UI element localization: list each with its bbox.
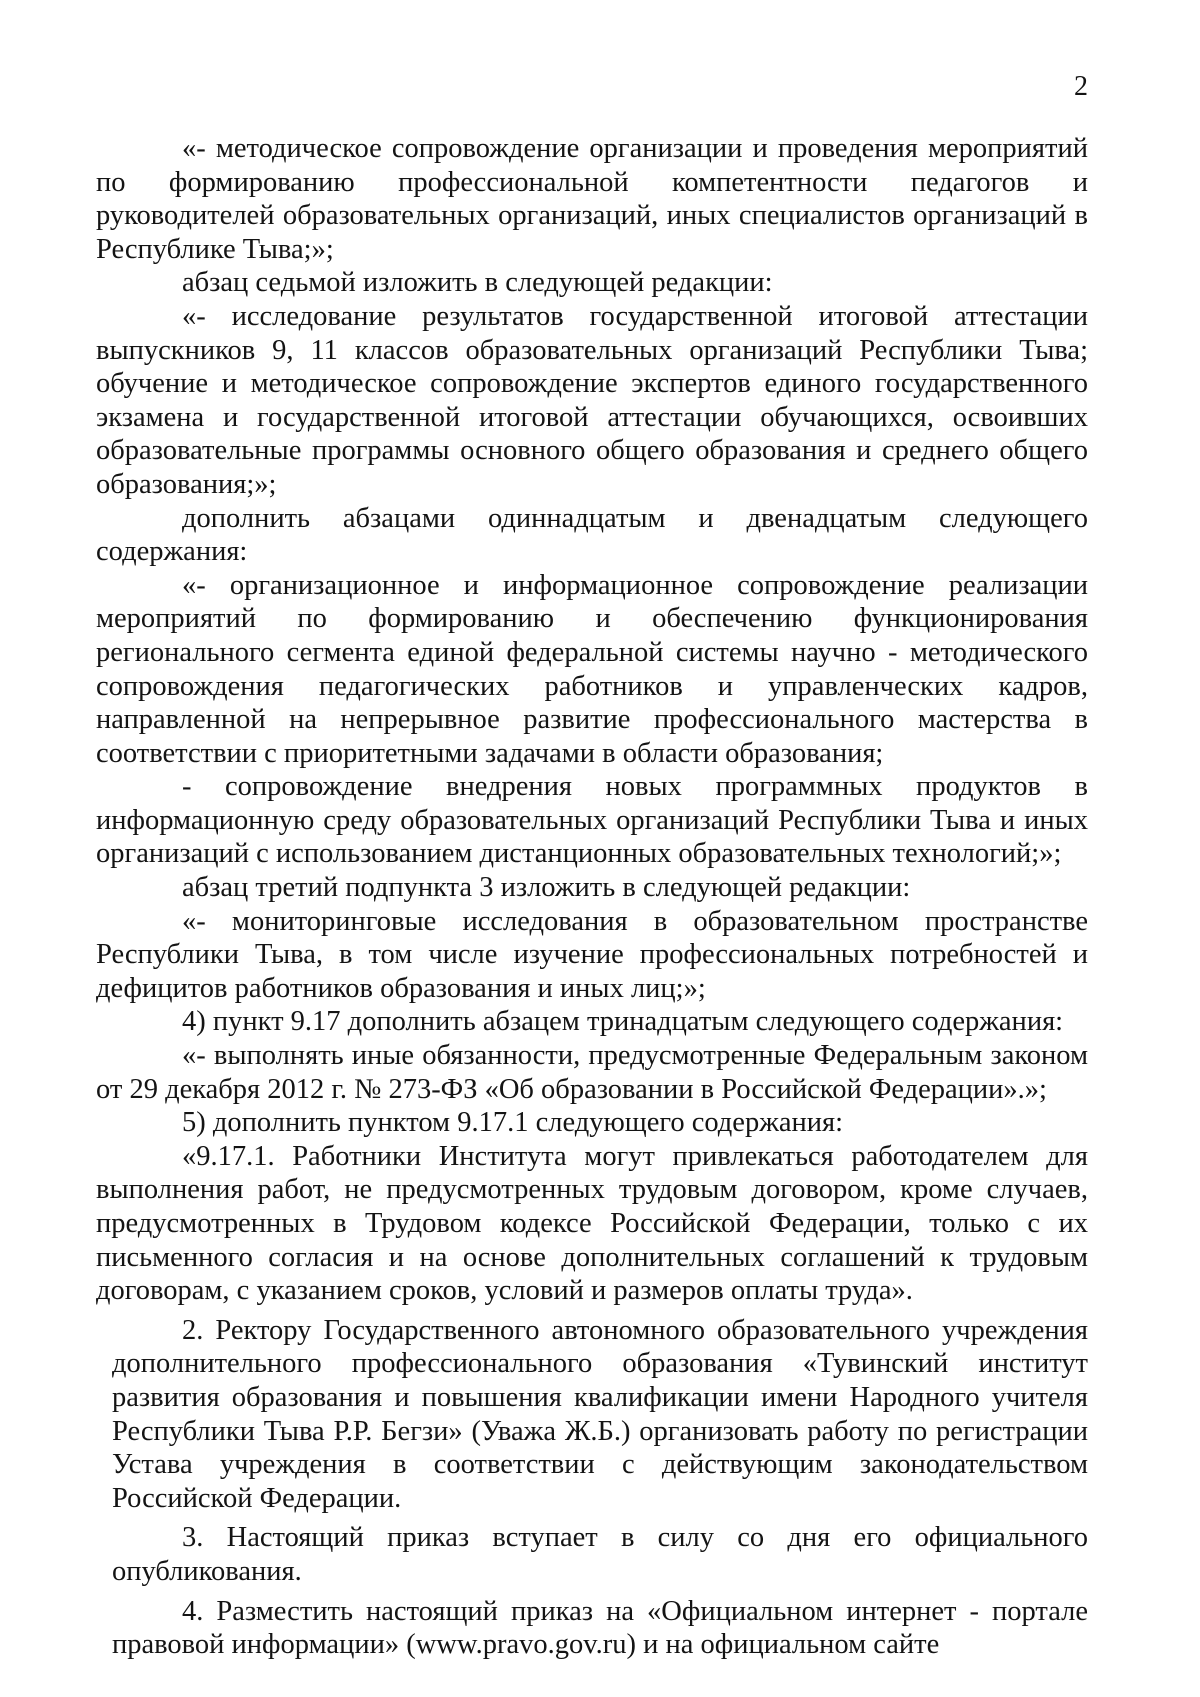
paragraph-11: 5) дополнить пунктом 9.17.1 следующего содержания:: [182, 1107, 844, 1139]
paragraph-3: «- исследование результатов государственной итоговой аттестации выпускников 9, 11 классов образовательных организаций Республики Тыва; обучение и методическое сопровождение экспертов единого государственного экзамена и государственной итоговой аттестации обучающихся, освоивших образовательные программы основного общего образования и среднего общего образования;»;: [96, 300, 1088, 500]
paragraph-10: «- выполнять иные обязанности, предусмотренные Федеральным законом от 29 декабря 2012 г. № 273-ФЗ «Об образовании в Российской Федерации».»;: [96, 1040, 1088, 1105]
paragraph-6: - сопровождение внедрения новых программных продуктов в информационную среду образовательных организаций Республики Тыва и иных организаций с использованием дистанционных образовательных технологий;»;: [96, 771, 1088, 870]
document-body: [96, 132, 1088, 1662]
paragraph-9: 4) пункт 9.17 дополнить абзацем тринадцатым следующего содержания:: [182, 1006, 1064, 1038]
paragraph-4: дополнить абзацами одиннадцатым и двенадцатым следующего содержания:: [96, 502, 1088, 568]
paragraph-12: «9.17.1. Работники Института могут привлекаться работодателем для выполнения работ, не предусмотренных трудовым договором, кроме случаев, предусмотренных в Трудовом кодексе Российской Федерации, только с их письменного согласия и на основе дополнительных соглашений к трудовым договорам, с указанием сроков, условий и размеров оплаты труда».: [96, 1140, 1088, 1307]
paragraph-13: 2. Ректору Государственного автономного образовательного учреждения дополнительного профессионального образования «Тувинский институт развития образования и повышения квалификации имени Народного учителя Республики Тыва Р.Р. Бегзи» (Уважа Ж.Б.) организовать работу по регистрации Устава учреждения в соответствии с действующим законодательством Российской Федерации.: [112, 1314, 1088, 1514]
paragraph-7: абзац третий подпункта 3 изложить в следующей редакции:: [182, 872, 911, 904]
paragraph-15: 4. Разместить настоящий приказ на «Официальном интернет - портале правовой информации» (www.pravo.gov.ru) и на официальном сайте: [112, 1595, 1088, 1661]
paragraph-2: абзац седьмой изложить в следующей редакции:: [182, 267, 773, 299]
paragraph-14: 3. Настоящий приказ вступает в силу со дня его официального опубликования.: [112, 1522, 1088, 1587]
paragraph-1: «- методическое сопровождение организации и проведения мероприятий по формированию профессиональной компетентности педагогов и руководителей образовательных организаций, иных специалистов организаций в Республике Тыва;»;: [96, 133, 1088, 265]
paragraph-8: «- мониторинговые исследования в образовательном пространстве Республики Тыва, в том числе изучение профессиональных потребностей и дефицитов работников образования и иных лиц;»;: [96, 905, 1088, 1004]
paragraph-5: «- организационное и информационное сопровождение реализации мероприятий по формированию и обеспечению функционирования регионального сегмента единой федеральной системы научно - методического сопровождения педагогических работников и управленческих кадров, направленной на непрерывное развитие профессионального мастерства в соответствии с приоритетными задачами в области образования;: [96, 569, 1088, 769]
page-number: 2: [1074, 71, 1088, 102]
